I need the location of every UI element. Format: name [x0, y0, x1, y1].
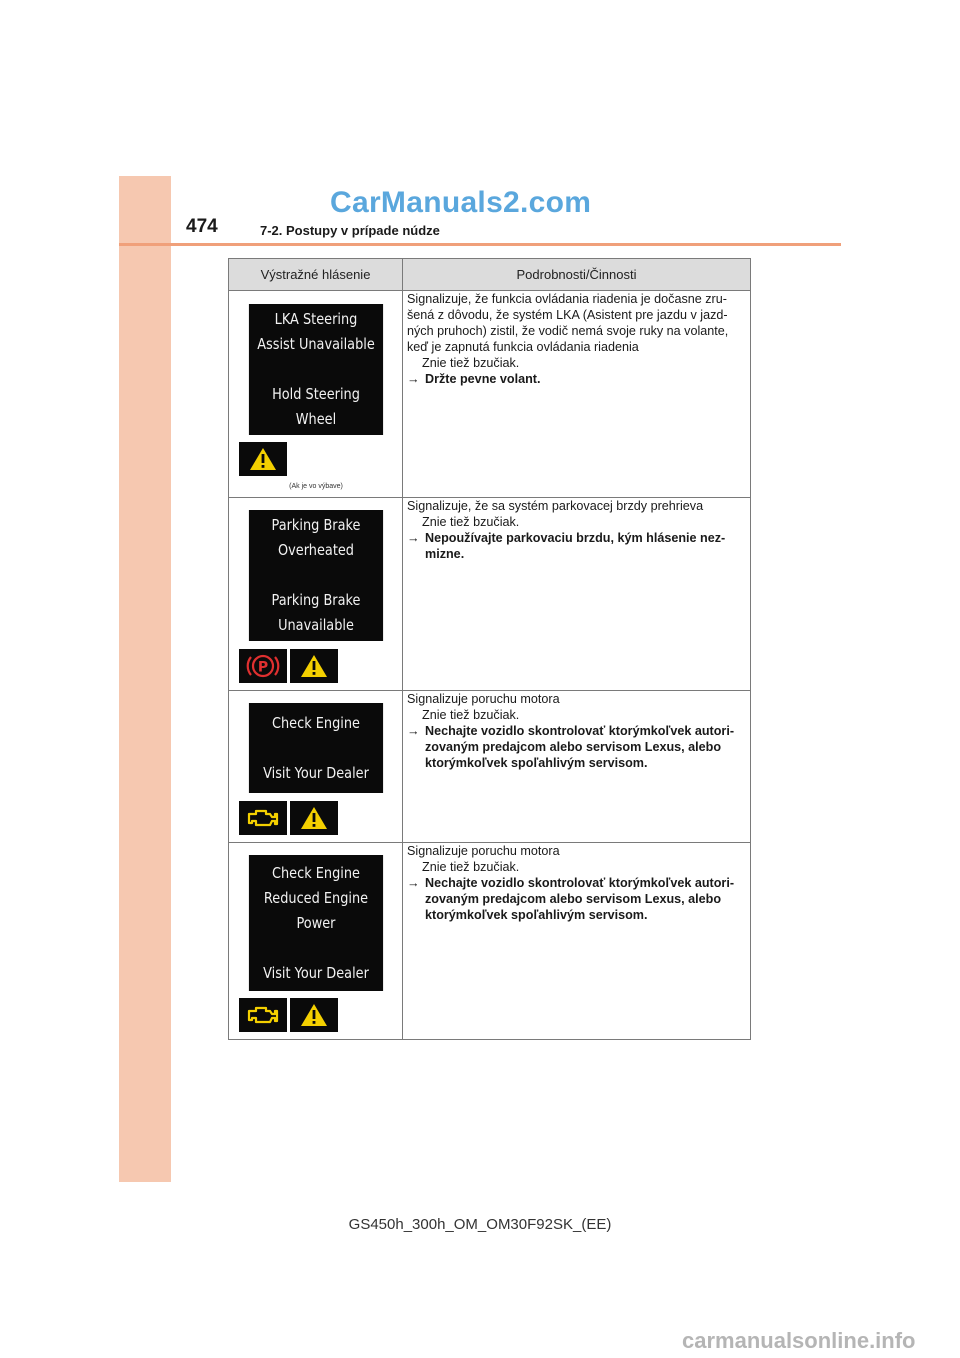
column-header-message: Výstražné hlásenie	[229, 259, 403, 291]
indicator-icons	[239, 649, 338, 683]
details-cell	[403, 498, 751, 691]
column-header-details: Podrobnosti/Činnosti	[403, 259, 751, 291]
details-text	[403, 291, 750, 387]
buzzer-note: Znie tiež bzučiak.	[422, 356, 520, 370]
details-text	[403, 843, 750, 923]
description: Signalizuje, že funkcia ovládania riadenia je dočasne zru-šená z dôvodu, že systém LKA (Asistent pre jazdu v jazd-ných pruhoch) zistil, že vodič nemá svoje ruky na volante, keď je zapnutá funkcia ovládania riadenia	[407, 292, 729, 354]
table-row	[229, 691, 751, 843]
buzzer-note: Znie tiež bzučiak.	[422, 708, 520, 722]
document-code: GS450h_300h_OM_OM30F92SK_(EE)	[348, 1216, 612, 1233]
display-line: Check Engine	[271, 863, 360, 882]
action-instruction	[407, 371, 746, 387]
display-line: Visit Your Dealer	[263, 963, 369, 982]
table-row	[229, 843, 751, 1040]
watermark-bottom: carmanualsonline.info	[682, 1328, 916, 1353]
details-text	[403, 498, 750, 562]
details-cell	[403, 691, 751, 843]
display-line: Wheel	[295, 410, 337, 428]
description: Signalizuje poruchu motora	[407, 692, 560, 706]
display-line: Visit Your Dealer	[263, 763, 369, 782]
arrow-icon: →	[407, 876, 420, 890]
display-line	[249, 563, 383, 588]
check-engine-icon	[239, 998, 287, 1032]
parking-brake-icon	[239, 649, 287, 683]
message-cell	[229, 843, 403, 1040]
description: Signalizuje, že sa systém parkovacej brzdy prehrieva	[407, 499, 704, 513]
warning-triangle-icon	[290, 801, 338, 835]
table-row	[229, 291, 751, 498]
buzzer-note: Znie tiež bzučiak.	[422, 860, 520, 874]
arrow-icon: →	[407, 531, 420, 545]
display-line: Power	[296, 913, 336, 932]
display-line: Hold Steering	[272, 385, 360, 403]
display-line	[249, 357, 383, 382]
message-display	[249, 304, 383, 435]
arrow-icon: →	[407, 724, 420, 738]
warning-message-table	[228, 258, 751, 1040]
message-display	[249, 855, 383, 991]
header-rule	[119, 243, 841, 246]
action-text: Nepoužívajte parkovaciu brzdu, kým hlásenie nez-mizne.	[425, 531, 726, 561]
display-line: Parking Brake	[271, 516, 361, 534]
side-color-band	[119, 176, 171, 1182]
display-line: Parking Brake	[271, 591, 361, 609]
availability-note: (Ak je vo výbave)	[289, 483, 343, 490]
message-cell	[229, 691, 403, 843]
page-number: 474	[186, 216, 218, 237]
action-instruction	[407, 875, 746, 923]
display-line: Reduced Engine	[263, 888, 369, 907]
indicator-icons	[239, 998, 338, 1032]
action-instruction	[407, 530, 746, 562]
message-cell	[229, 291, 403, 498]
details-cell	[403, 843, 751, 1040]
message-cell	[229, 498, 403, 691]
check-engine-icon	[239, 801, 287, 835]
buzzer-note: Znie tiež bzučiak.	[422, 515, 520, 529]
description: Signalizuje poruchu motora	[407, 844, 560, 858]
display-line: Assist Unavailable	[257, 335, 375, 353]
details-text	[403, 691, 750, 771]
table-row	[229, 498, 751, 691]
warning-triangle-icon	[239, 442, 287, 476]
warning-triangle-icon	[290, 649, 338, 683]
arrow-icon: →	[407, 372, 420, 386]
action-text: Držte pevne volant.	[425, 372, 541, 386]
table-header-row	[229, 259, 751, 291]
display-line: Check Engine	[271, 713, 360, 732]
display-line: LKA Steering	[274, 310, 358, 328]
message-display	[249, 510, 383, 641]
message-display	[249, 703, 383, 793]
section-title: 7-2. Postupy v prípade núdze	[260, 223, 440, 238]
display-line	[249, 736, 383, 761]
action-text: Nechajte vozidlo skontrolovať ktorýmkoľvek autori-zovaným predajcom alebo servisom Lexus, alebo ktorýmkoľvek spoľahlivým servisom.	[425, 876, 735, 922]
action-instruction	[407, 723, 746, 771]
action-text: Nechajte vozidlo skontrolovať ktorýmkoľvek autori-zovaným predajcom alebo servisom Lexus, alebo ktorýmkoľvek spoľahlivým servisom.	[425, 724, 735, 770]
warning-triangle-icon	[290, 998, 338, 1032]
svg-text:P: P	[257, 659, 269, 676]
display-line: Unavailable	[278, 616, 354, 634]
watermark-top: CarManuals2.com	[330, 186, 592, 219]
display-line	[249, 936, 383, 961]
indicator-icons	[239, 442, 287, 476]
display-line: Overheated	[277, 541, 355, 559]
indicator-icons	[239, 801, 338, 835]
details-cell	[403, 291, 751, 498]
